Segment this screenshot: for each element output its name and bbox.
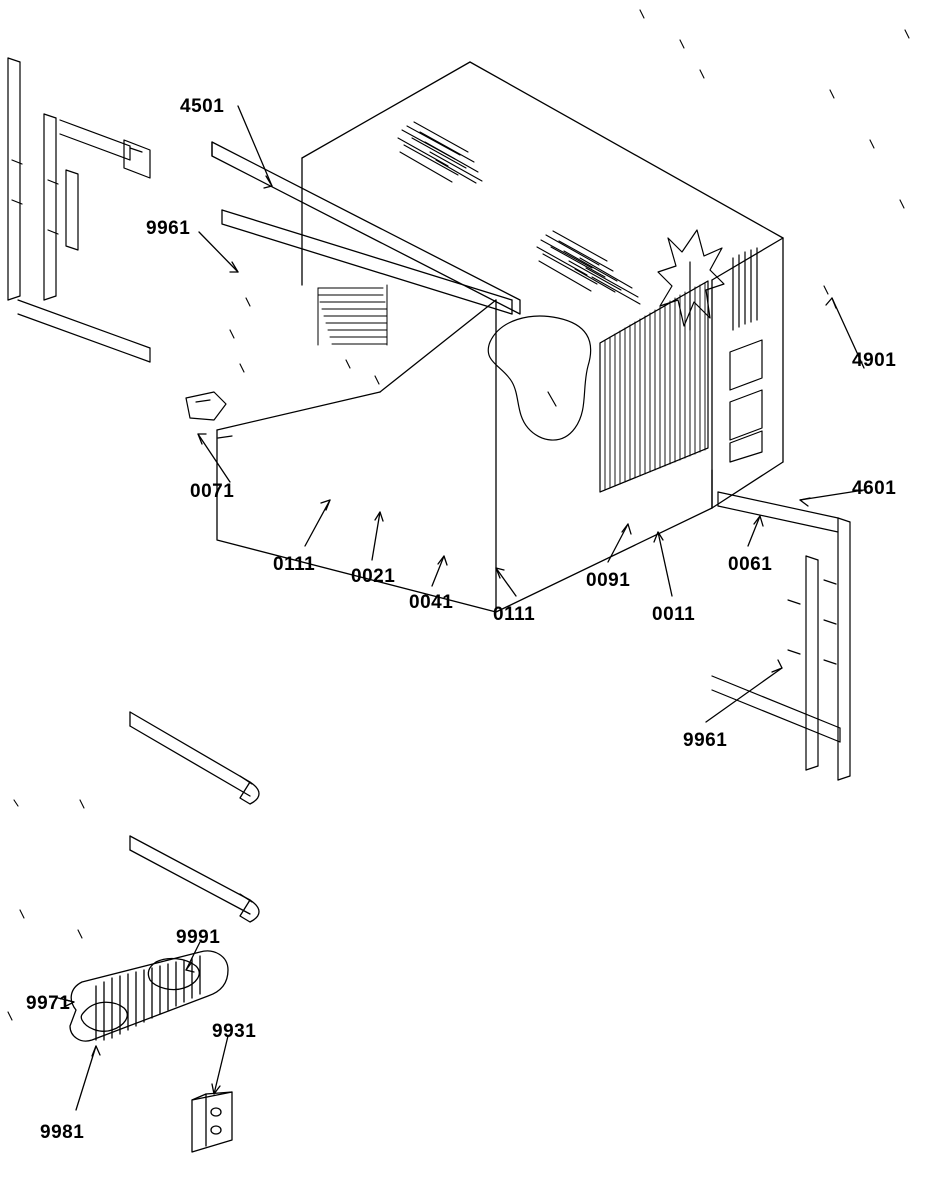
callout-9931: 9931: [212, 1021, 257, 1042]
chassis-clips: [186, 392, 232, 438]
accordion-seal: [70, 951, 228, 1041]
callout-0041: 0041: [409, 592, 454, 613]
callout-9961-bottom-right: 9961: [683, 730, 728, 751]
top-grille: [398, 122, 482, 183]
callout-0011: 0011: [652, 604, 696, 625]
callout-4601: 4601: [852, 478, 897, 499]
callout-9981: 9981: [40, 1122, 85, 1143]
upper-side-grille: [537, 231, 640, 304]
callout-0071: 0071: [190, 481, 235, 502]
evaporator-grille: [318, 285, 387, 345]
callout-0111-center: 0111: [493, 604, 536, 625]
shroud-blob: [488, 316, 590, 440]
mounting-bracket: [192, 1092, 232, 1152]
right-panel-louvers: [730, 248, 762, 462]
callout-4501: 4501: [180, 96, 225, 117]
callout-4901: 4901: [852, 350, 897, 371]
callout-0111-left: 0111: [273, 554, 316, 575]
side-rail-9961-top: [222, 210, 512, 314]
coil-frame: [600, 281, 708, 492]
callout-9971: 9971: [26, 993, 71, 1014]
curtain-rail-upper: [130, 712, 259, 804]
left-window-frame: [8, 58, 150, 362]
curtain-rail-lower: [130, 836, 259, 922]
callout-0061: 0061: [728, 554, 773, 575]
callout-9961-top-left: 9961: [146, 218, 191, 239]
callout-9991: 9991: [176, 927, 221, 948]
callout-0091: 0091: [586, 570, 631, 591]
cabinet-shell: [217, 62, 783, 612]
right-window-frame: [712, 492, 850, 780]
callout-0021: 0021: [351, 566, 396, 587]
